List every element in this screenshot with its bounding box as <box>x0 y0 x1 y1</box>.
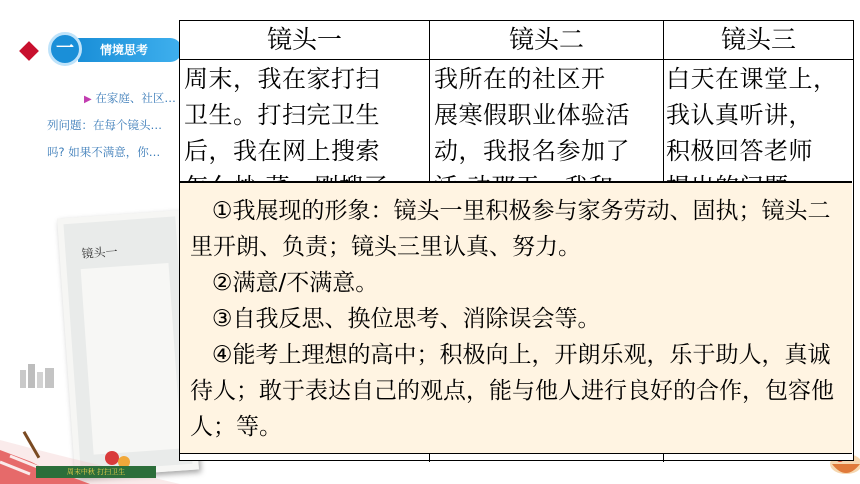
answer-2: ②满意/不满意。 <box>211 270 379 296</box>
city-skyline-icon <box>18 360 58 388</box>
table-header-row <box>180 21 853 60</box>
header-scene-1: 镜头一 <box>266 25 342 54</box>
section-number-badge: 一 <box>48 32 82 66</box>
bottom-banner: 周末中秋 打扫卫生 <box>36 466 156 478</box>
header-scene-2: 镜头二 <box>508 25 584 54</box>
answer-1: ①我展现的形象：镜头一里积极参与家务劳动、固执；镜头二里开朗、负责；镜头三里认真、努力。 <box>190 198 831 260</box>
section-title-band: 情境思考 <box>78 38 182 62</box>
header-scene-3: 镜头三 <box>720 25 796 54</box>
play-icon: ▶ <box>84 94 92 105</box>
cell-line: 后，我在网上搜索 <box>184 137 380 165</box>
cell-line: 展寒假职业体验活 <box>434 101 630 129</box>
answer-overlay <box>180 181 852 454</box>
cell-line: 周末，我在家打扫 <box>184 65 380 93</box>
answer-4: ④能考上理想的高中；积极向上，开朗乐观，乐于助人，真诚待人；敢于表达自己的观点，能与他人进行良好的合作，包容他人；等。 <box>190 342 834 440</box>
cell-line: 卫生。打扫完卫生 <box>184 101 380 129</box>
cell-line: 我所在的社区开 <box>434 65 606 93</box>
frame-label: 镜头一 <box>81 244 119 261</box>
cell-line: 白天在课堂上， <box>666 65 838 93</box>
answer-3: ③自我反思、换位思考、消除误会等。 <box>211 306 601 332</box>
cell-line: 动，我报名参加了 <box>434 137 630 165</box>
cell-line: 我认真听讲， <box>666 101 813 129</box>
cell-line: 积极回答老师 <box>666 137 813 165</box>
prompt-line-1: ▶ 在家庭、社区… <box>84 91 176 105</box>
prompt-line-3: 吗? 如果不满意，你… <box>47 145 161 159</box>
prompt-line-2: 列问题：在每个镜头… <box>47 118 162 132</box>
section-diamond-icon <box>19 41 39 61</box>
